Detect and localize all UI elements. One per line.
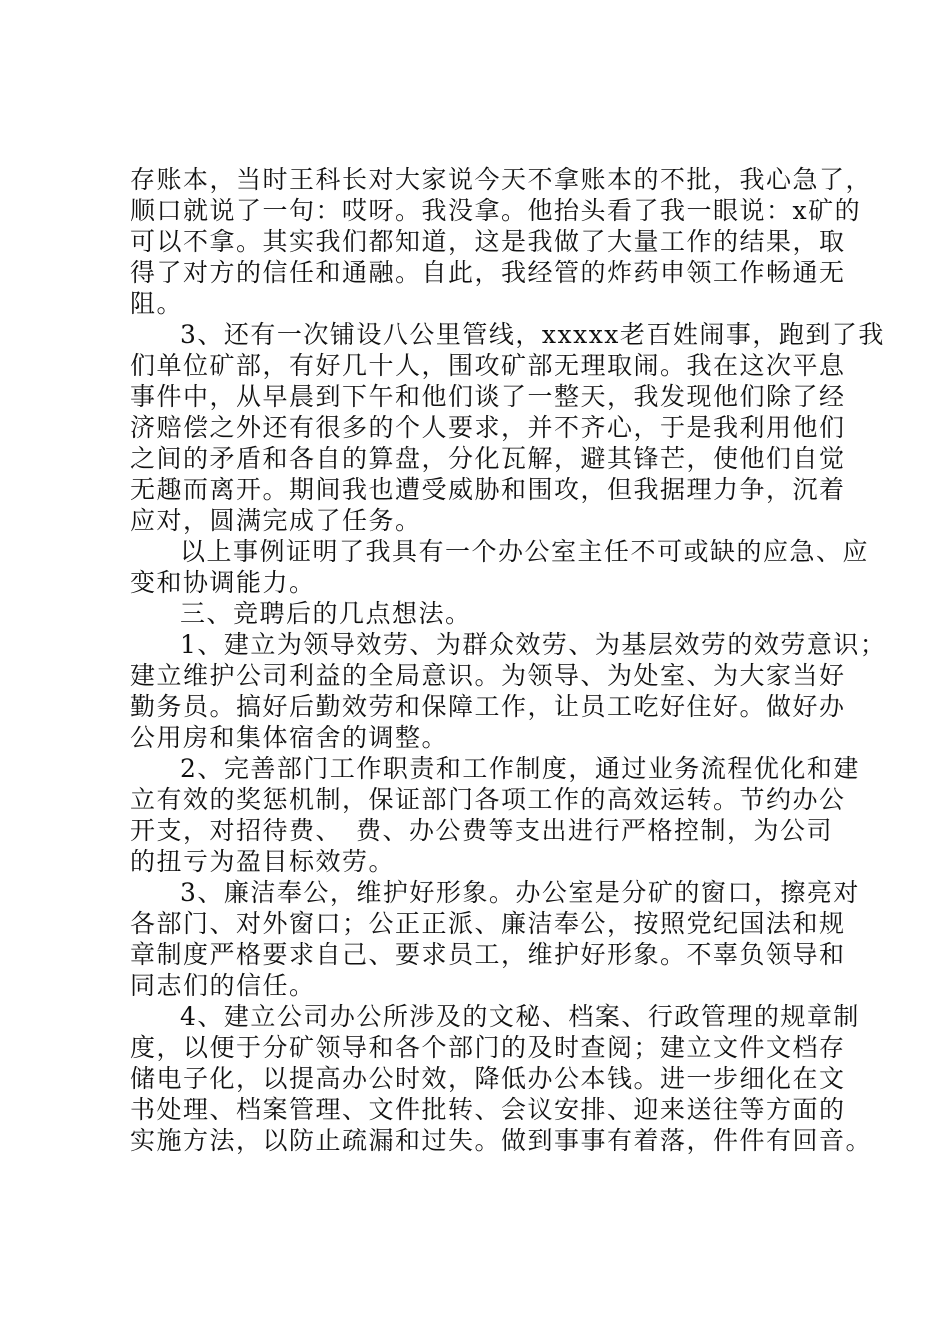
text-line: 实施方法，以防止疏漏和过失。做到事事有着落，件件有回音。	[130, 1126, 873, 1155]
text-line: 各部门、对外窗口；公正正派、廉洁奉公，按照党纪国法和规	[130, 909, 846, 938]
text-line: 章制度严格要求自己、要求员工，维护好形象。不辜负领导和	[130, 940, 846, 969]
text-line: 顺口就说了一句：哎呀。我没拿。他抬头看了我一眼说：x矿的	[130, 196, 862, 225]
paragraph-point-4	[130, 1001, 873, 1156]
text-line: 无趣而离开。期间我也遭受威胁和围攻，但我据理力争，沉着	[130, 475, 846, 504]
paragraph-point-2	[130, 753, 860, 877]
paragraph-point-3	[130, 877, 860, 1001]
text-line: 储电子化，以提高办公时效，降低办公本钱。进一步细化在文	[130, 1064, 846, 1093]
text-line: 变和协调能力。	[130, 568, 316, 597]
text-line: 事件中，从早晨到下午和他们谈了一整天，我发现他们除了经	[130, 382, 846, 411]
paragraph-tax-account-story	[130, 164, 873, 319]
text-line: 之间的矛盾和各自的算盘，分化瓦解，避其锋芒，使他们自觉	[130, 444, 846, 473]
text-line: 们单位矿部，有好几十人，围攻矿部无理取闹。我在这次平息	[130, 351, 846, 380]
paragraph-point-1	[130, 629, 887, 753]
text-line: 三、竞聘后的几点想法。	[180, 599, 472, 628]
text-line: 阻。	[130, 289, 184, 318]
text-line: 存账本，当时王科长对大家说今天不拿账本的不批，我心急了，	[130, 165, 873, 194]
text-line: 3、廉洁奉公，维护好形象。办公室是分矿的窗口，擦亮对	[180, 878, 860, 907]
section-heading-after-appointment	[130, 598, 830, 629]
paragraph-pipeline-incident	[130, 319, 885, 536]
text-line: 立有效的奖惩机制，保证部门各项工作的高效运转。节约办公	[130, 785, 846, 814]
text-line: 度，以便于分矿领导和各个部门的及时查阅；建立文件文档存	[130, 1033, 846, 1062]
text-line: 3、还有一次铺设八公里管线，xxxxx老百姓闹事，跑到了我	[180, 320, 885, 349]
text-line: 公用房和集体宿舍的调整。	[130, 723, 449, 752]
text-line: 4、建立公司办公所涉及的文秘、档案、行政管理的规章制	[180, 1002, 860, 1031]
text-line: 同志们的信任。	[130, 971, 316, 1000]
text-line: 2、完善部门工作职责和工作制度，通过业务流程优化和建	[180, 754, 860, 783]
text-line: 勤务员。搞好后勤效劳和保障工作，让员工吃好住好。做好办	[130, 692, 846, 721]
text-line: 应对，圆满完成了任务。	[130, 506, 422, 535]
text-line: 1、建立为领导效劳、为群众效劳、为基层效劳的效劳意识；	[180, 630, 887, 659]
text-line: 济赔偿之外还有很多的个人要求，并不齐心，于是我利用他们	[130, 413, 846, 442]
text-line: 建立维护公司利益的全局意识。为领导、为处室、为大家当好	[130, 661, 846, 690]
text-line: 书处理、档案管理、文件批转、会议安排、迎来送往等方面的	[130, 1095, 846, 1124]
text-line: 得了对方的信任和通融。自此，我经管的炸药申领工作畅通无	[130, 258, 846, 287]
text-line: 的扭亏为盈目标效劳。	[130, 847, 396, 876]
paragraph-summary	[130, 536, 870, 598]
text-line: 可以不拿。其实我们都知道，这是我做了大量工作的结果，取	[130, 227, 846, 256]
text-line: 以上事例证明了我具有一个办公室主任不可或缺的应急、应	[180, 537, 870, 566]
text-line: 开支，对招待费、 费、办公费等支出进行严格控制，为公司	[130, 816, 834, 845]
document-body	[130, 164, 887, 1156]
